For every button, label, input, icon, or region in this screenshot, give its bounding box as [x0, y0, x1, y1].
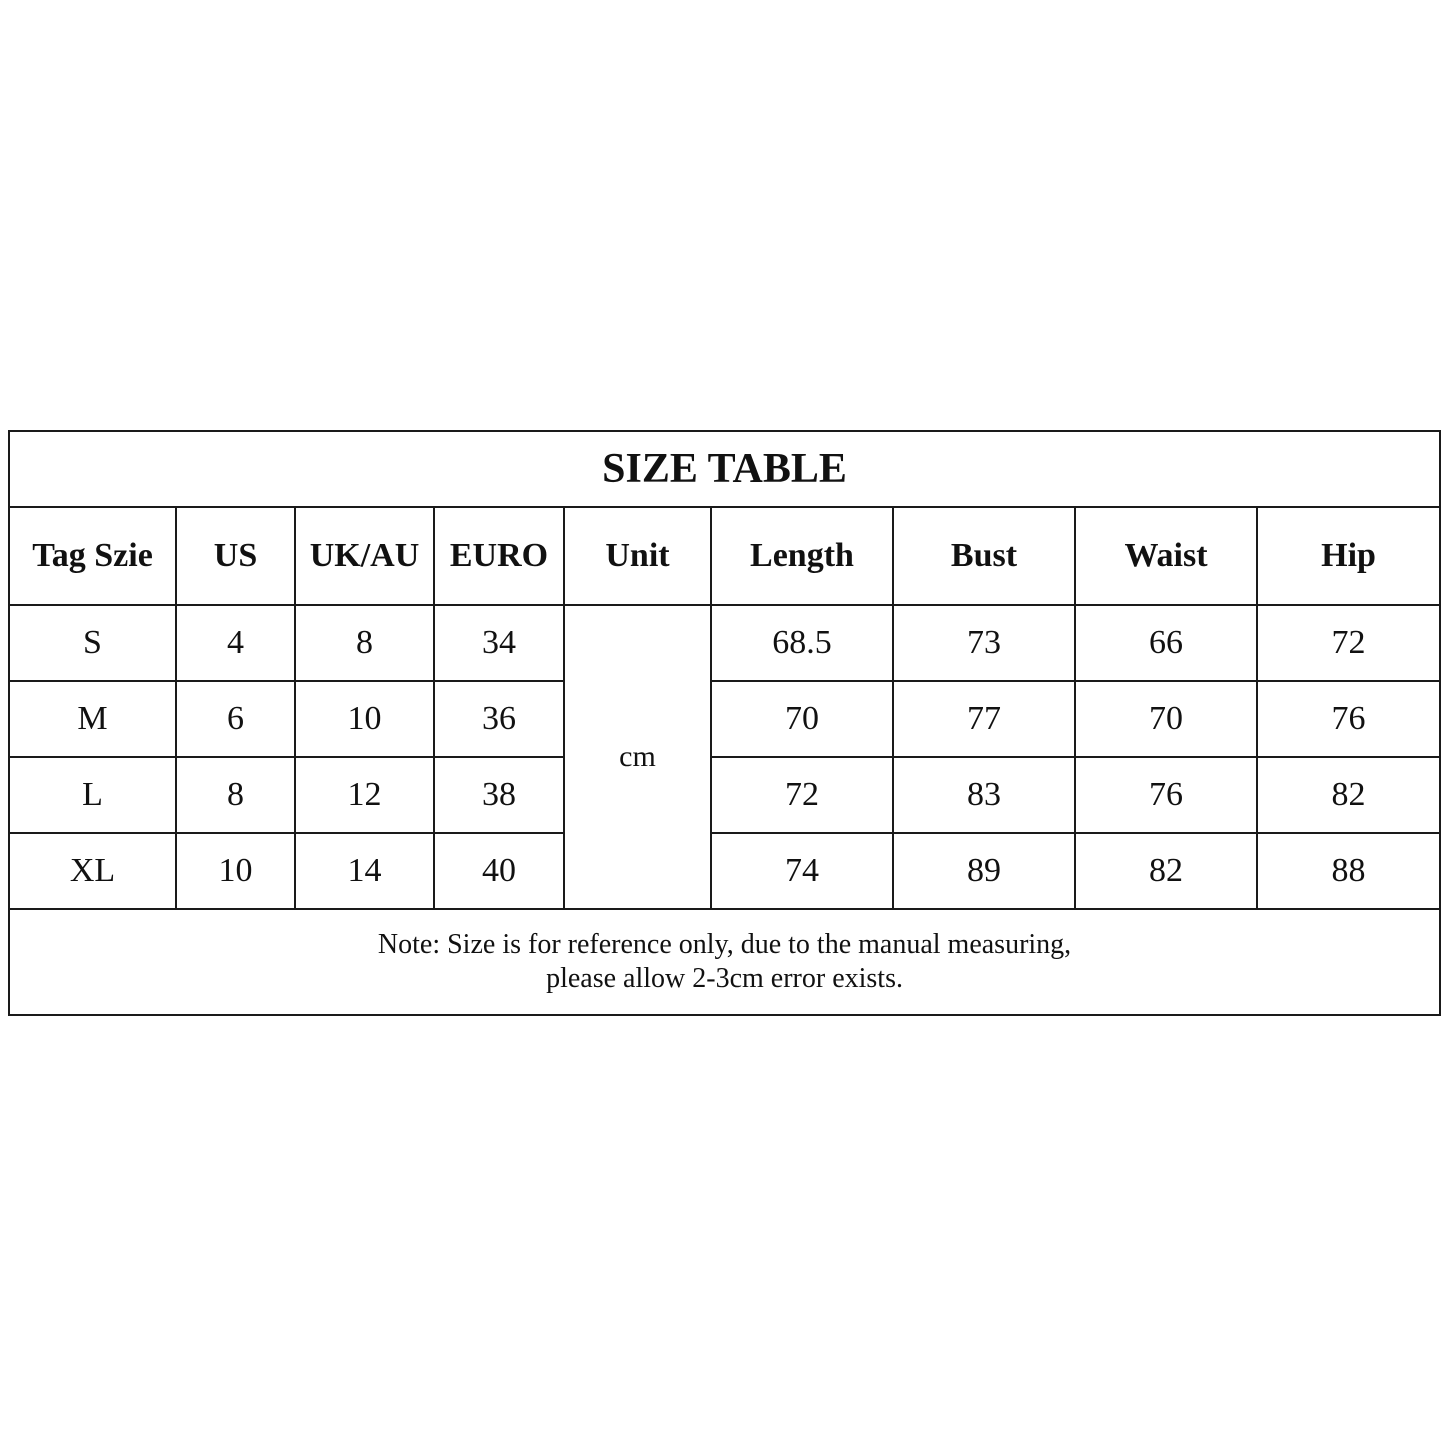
table-row: [9, 681, 1440, 757]
cell-us: 10: [176, 833, 295, 909]
cell-hip: 72: [1257, 605, 1440, 681]
header-us: US: [176, 507, 295, 605]
table-row: [9, 605, 1440, 681]
cell-length: 74: [711, 833, 893, 909]
table-title: SIZE TABLE: [9, 431, 1440, 507]
header-hip: Hip: [1257, 507, 1440, 605]
cell-uk-au: 12: [295, 757, 434, 833]
cell-waist: 66: [1075, 605, 1257, 681]
title-row: [9, 431, 1440, 507]
cell-bust: 73: [893, 605, 1075, 681]
header-row: [9, 507, 1440, 605]
cell-unit: cm: [564, 605, 711, 909]
header-waist: Waist: [1075, 507, 1257, 605]
cell-euro: 34: [434, 605, 564, 681]
cell-hip: 76: [1257, 681, 1440, 757]
cell-bust: 89: [893, 833, 1075, 909]
header-tag-size: Tag Szie: [9, 507, 176, 605]
cell-tag-size: S: [9, 605, 176, 681]
cell-euro: 40: [434, 833, 564, 909]
note-line-1: Note: Size is for reference only, due to the manual measuring,: [377, 929, 1072, 960]
cell-bust: 77: [893, 681, 1075, 757]
cell-uk-au: 14: [295, 833, 434, 909]
size-table: [8, 430, 1441, 1016]
cell-us: 6: [176, 681, 295, 757]
cell-us: 8: [176, 757, 295, 833]
note-line-2: please allow 2-3cm error exists.: [546, 963, 903, 994]
cell-waist: 76: [1075, 757, 1257, 833]
table-row: [9, 757, 1440, 833]
table-row: [9, 833, 1440, 909]
cell-uk-au: 8: [295, 605, 434, 681]
header-euro: EURO: [434, 507, 564, 605]
cell-hip: 82: [1257, 757, 1440, 833]
header-bust: Bust: [893, 507, 1075, 605]
cell-euro: 38: [434, 757, 564, 833]
cell-length: 70: [711, 681, 893, 757]
cell-length: 72: [711, 757, 893, 833]
cell-waist: 82: [1075, 833, 1257, 909]
cell-tag-size: XL: [9, 833, 176, 909]
cell-euro: 36: [434, 681, 564, 757]
cell-hip: 88: [1257, 833, 1440, 909]
note: [9, 909, 1440, 1015]
cell-tag-size: L: [9, 757, 176, 833]
header-uk-au: UK/AU: [295, 507, 434, 605]
cell-length: 68.5: [711, 605, 893, 681]
note-row: [9, 909, 1440, 1015]
cell-uk-au: 10: [295, 681, 434, 757]
cell-tag-size: M: [9, 681, 176, 757]
header-length: Length: [711, 507, 893, 605]
cell-waist: 70: [1075, 681, 1257, 757]
header-unit: Unit: [564, 507, 711, 605]
cell-bust: 83: [893, 757, 1075, 833]
cell-us: 4: [176, 605, 295, 681]
